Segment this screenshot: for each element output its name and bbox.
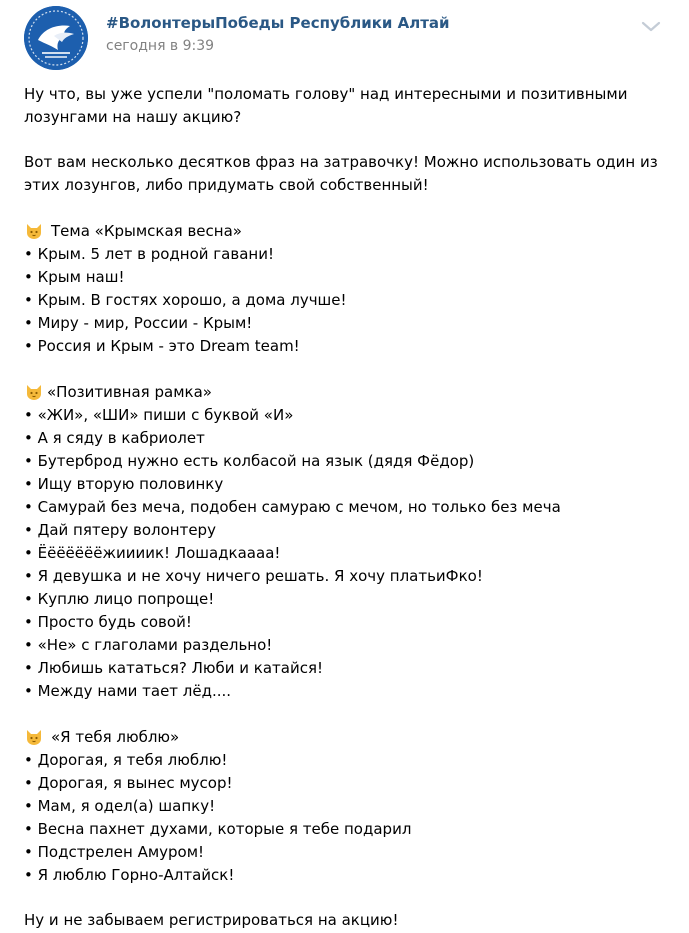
post-date[interactable]: сегодня в 9:39 bbox=[106, 38, 215, 54]
post-text bbox=[24, 83, 674, 932]
list-item: • Ищу вторую половинку bbox=[24, 475, 224, 493]
list-item: • Дорогая, я тебя люблю! bbox=[24, 751, 228, 769]
list-item: • Между нами тает лёд.... bbox=[24, 682, 232, 700]
list-item: • Куплю лицо попроще! bbox=[24, 590, 215, 608]
outro-line: Ну и не забываем регистрироваться на акцию! bbox=[24, 911, 399, 929]
list-item: • Мам, я одел(а) шапку! bbox=[24, 797, 216, 815]
list-item: • Ёёёёёёёжиииик! Лошадкаааа! bbox=[24, 544, 281, 562]
community-name-link[interactable]: #ВолонтерыПобеды Республики Алтай bbox=[106, 14, 450, 32]
list-item: • Я люблю Горно-Алтайск! bbox=[24, 866, 235, 884]
section-header-love bbox=[24, 725, 674, 749]
list-item: • Любишь кататься? Люби и катайся! bbox=[24, 659, 324, 677]
list-item: • Крым наш! bbox=[24, 268, 125, 286]
list-item: • Дорогая, я вынес мусор! bbox=[24, 774, 233, 792]
list-item: • Бутерброд нужно есть колбасой на язык (дядя Фёдор) bbox=[24, 452, 475, 470]
list-item: • Россия и Крым - это Dream team! bbox=[24, 337, 300, 355]
list-item: • А я сяду в кабриолет bbox=[24, 429, 205, 447]
list-item: • Весна пахнет духами, которые я тебе подарил bbox=[24, 820, 412, 838]
list-item: • Дай пятеру волонтеру bbox=[24, 521, 216, 539]
list-item: • «Не» с глаголами раздельно! bbox=[24, 636, 273, 654]
lead-line: Вот вам несколько десятков фраз на затравочку! Можно использовать один из bbox=[24, 153, 658, 171]
section-header-crimea bbox=[24, 219, 674, 243]
community-avatar[interactable] bbox=[24, 6, 88, 70]
list-item: • Крым. В гостях хорошо, а дома лучше! bbox=[24, 291, 347, 309]
cat-face-icon bbox=[24, 382, 44, 402]
section-title: «Позитивная рамка» bbox=[47, 382, 212, 401]
list-item: • Просто будь совой! bbox=[24, 613, 192, 631]
list-item: • Я девушка и не хочу ничего решать. Я хочу платьиФко! bbox=[24, 567, 483, 585]
list-item: • «ЖИ», «ШИ» пиши с буквой «И» bbox=[24, 406, 294, 424]
list-item: • Крым. 5 лет в родной гавани! bbox=[24, 245, 274, 263]
list-item: • Миру - мир, России - Крым! bbox=[24, 314, 253, 332]
cat-face-icon bbox=[24, 727, 44, 747]
list-item: • Подстрелен Амуром! bbox=[24, 843, 205, 861]
section-header-positive bbox=[24, 380, 674, 404]
dove-logo-icon bbox=[24, 6, 88, 70]
chevron-down-icon[interactable] bbox=[640, 18, 662, 34]
list-item: • Самурай без меча, подобен самураю с мечом, но только без меча bbox=[24, 498, 561, 516]
intro-line: лозунгами на нашу акцию? bbox=[24, 108, 242, 126]
intro-line: Ну что, вы уже успели "поломать голову" над интересными и позитивными bbox=[24, 85, 628, 103]
cat-face-icon bbox=[24, 221, 44, 241]
post-header bbox=[0, 0, 689, 70]
section-title: «Я тебя люблю» bbox=[51, 727, 180, 746]
section-title: Тема «Крымская весна» bbox=[51, 221, 242, 240]
lead-line: этих лозунгов, либо придумать свой собственный! bbox=[24, 176, 429, 194]
